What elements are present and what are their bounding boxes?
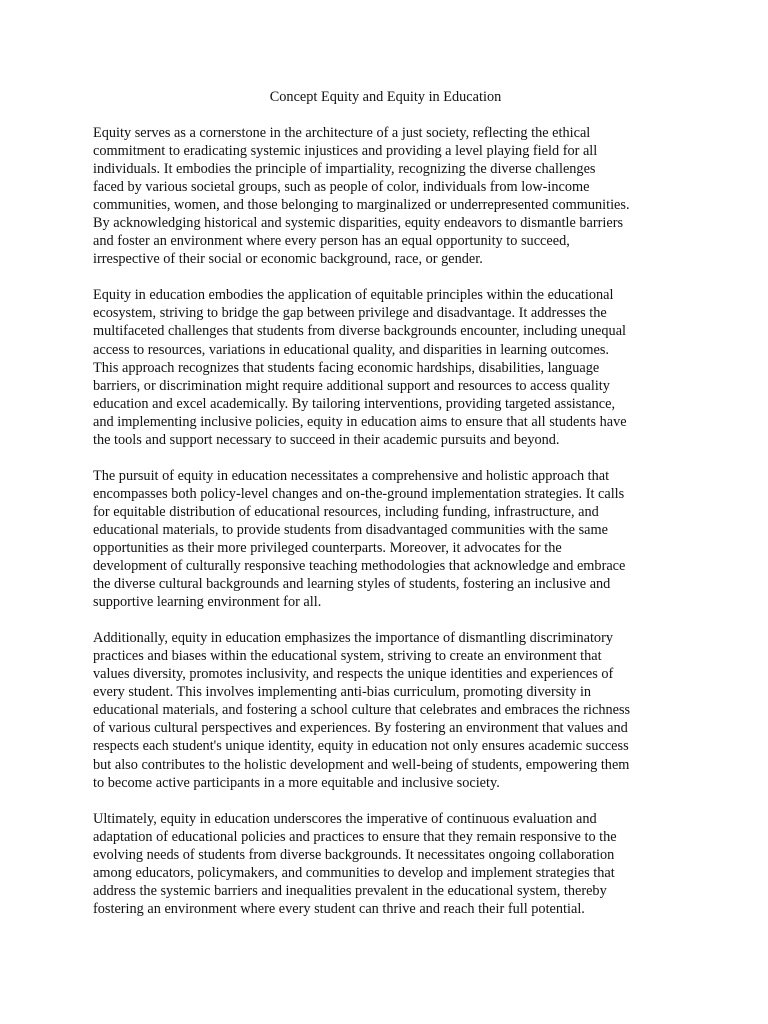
text-line: development of culturally responsive teaching methodologies that acknowledge and embrace [93, 558, 626, 575]
document-title: Concept Equity and Equity in Education [269, 89, 502, 105]
text-line: faced by various societal groups, such as people of color, individuals from low-income [93, 179, 590, 196]
text-line: education and excel academically. By tailoring interventions, providing targeted assistance, [93, 395, 616, 412]
document-body [93, 124, 678, 918]
text-line: The pursuit of equity in education necessitates a comprehensive and holistic approach that [93, 467, 610, 484]
text-line: By acknowledging historical and systemic disparities, equity endeavors to dismantle barriers [93, 215, 624, 232]
text-line: Equity serves as a cornerstone in the architecture of a just society, reflecting the ethical [93, 125, 591, 141]
text-line: irrespective of their social or economic background, race, or gender. [93, 251, 483, 268]
paragraph-1 [93, 124, 678, 268]
text-line: multifaceted challenges that students from diverse backgrounds encounter, including unequal [93, 323, 627, 340]
text-line: evolving needs of students from diverse backgrounds. It necessitates ongoing collaboration [93, 846, 615, 863]
paragraph-5 [93, 810, 678, 918]
paragraph-2 [93, 286, 678, 448]
text-line: the diverse cultural backgrounds and learning styles of students, fostering an inclusive and [93, 576, 611, 593]
text-line: to become active participants in a more equitable and inclusive society. [93, 774, 500, 791]
text-line: encompasses both policy-level changes and on-the-ground implementation strategies. It calls [93, 485, 625, 502]
text-line: for equitable distribution of educational resources, including funding, infrastructure, and [93, 503, 599, 520]
text-line: commitment to eradicating systemic injustices and providing a level playing field for all [93, 143, 598, 160]
text-line: and implementing inclusive policies, equity in education aims to ensure that all students have [93, 413, 627, 430]
text-line: This approach recognizes that students facing economic hardships, disabilities, language [93, 359, 600, 376]
text-line: adaptation of educational policies and practices to ensure that they remain responsive to the [93, 828, 617, 845]
text-line: Equity in education embodies the application of equitable principles within the educational [93, 287, 614, 304]
text-line: opportunities as their more privileged counterparts. Moreover, it advocates for the [93, 539, 562, 556]
paragraph-4 [93, 629, 678, 791]
document-page [93, 88, 678, 936]
text-line: ecosystem, striving to bridge the gap between privilege and disadvantage. It addresses the [93, 305, 607, 322]
text-line: communities, women, and those belonging to marginalized or underrepresented communities. [93, 197, 630, 214]
text-line: barriers, or discrimination might require additional support and resources to access quality [93, 377, 610, 394]
text-line: among educators, policymakers, and communities to develop and implement strategies that [93, 864, 615, 881]
text-line: of various cultural perspectives and experiences. By fostering an environment that values and [93, 720, 628, 737]
text-line: Ultimately, equity in education underscores the imperative of continuous evaluation and [93, 810, 597, 827]
text-line: educational materials, and fostering a school culture that celebrates and embraces the richness [93, 702, 631, 719]
text-line: values diversity, promotes inclusivity, and respects the unique identities and experiences of [93, 666, 614, 683]
paragraph-3 [93, 467, 678, 611]
text-line: Additionally, equity in education emphasizes the importance of dismantling discriminatory [93, 630, 613, 647]
text-line: practices and biases within the educational system, striving to create an environment that [93, 648, 602, 665]
text-line: fostering an environment where every student can thrive and reach their full potential. [93, 900, 585, 917]
text-line: every student. This involves implementing anti-bias curriculum, promoting diversity in [93, 684, 592, 701]
text-line: but also contributes to the holistic development and well-being of students, empowering them [93, 756, 630, 773]
text-line: supportive learning environment for all. [93, 594, 322, 611]
text-line: educational materials, to provide students from disadvantaged communities with the same [93, 521, 608, 538]
text-line: respects each student's unique identity, equity in education not only ensures academic success [93, 738, 629, 755]
text-line: the tools and support necessary to succeed in their academic pursuits and beyond. [93, 431, 560, 448]
text-line: and foster an environment where every person has an equal opportunity to succeed, [93, 233, 570, 250]
text-line: access to resources, variations in educational quality, and disparities in learning outcomes. [93, 341, 609, 358]
text-line: individuals. It embodies the principle of impartiality, recognizing the diverse challenges [93, 161, 596, 178]
text-line: address the systemic barriers and inequalities prevalent in the educational system, thereby [93, 882, 607, 899]
